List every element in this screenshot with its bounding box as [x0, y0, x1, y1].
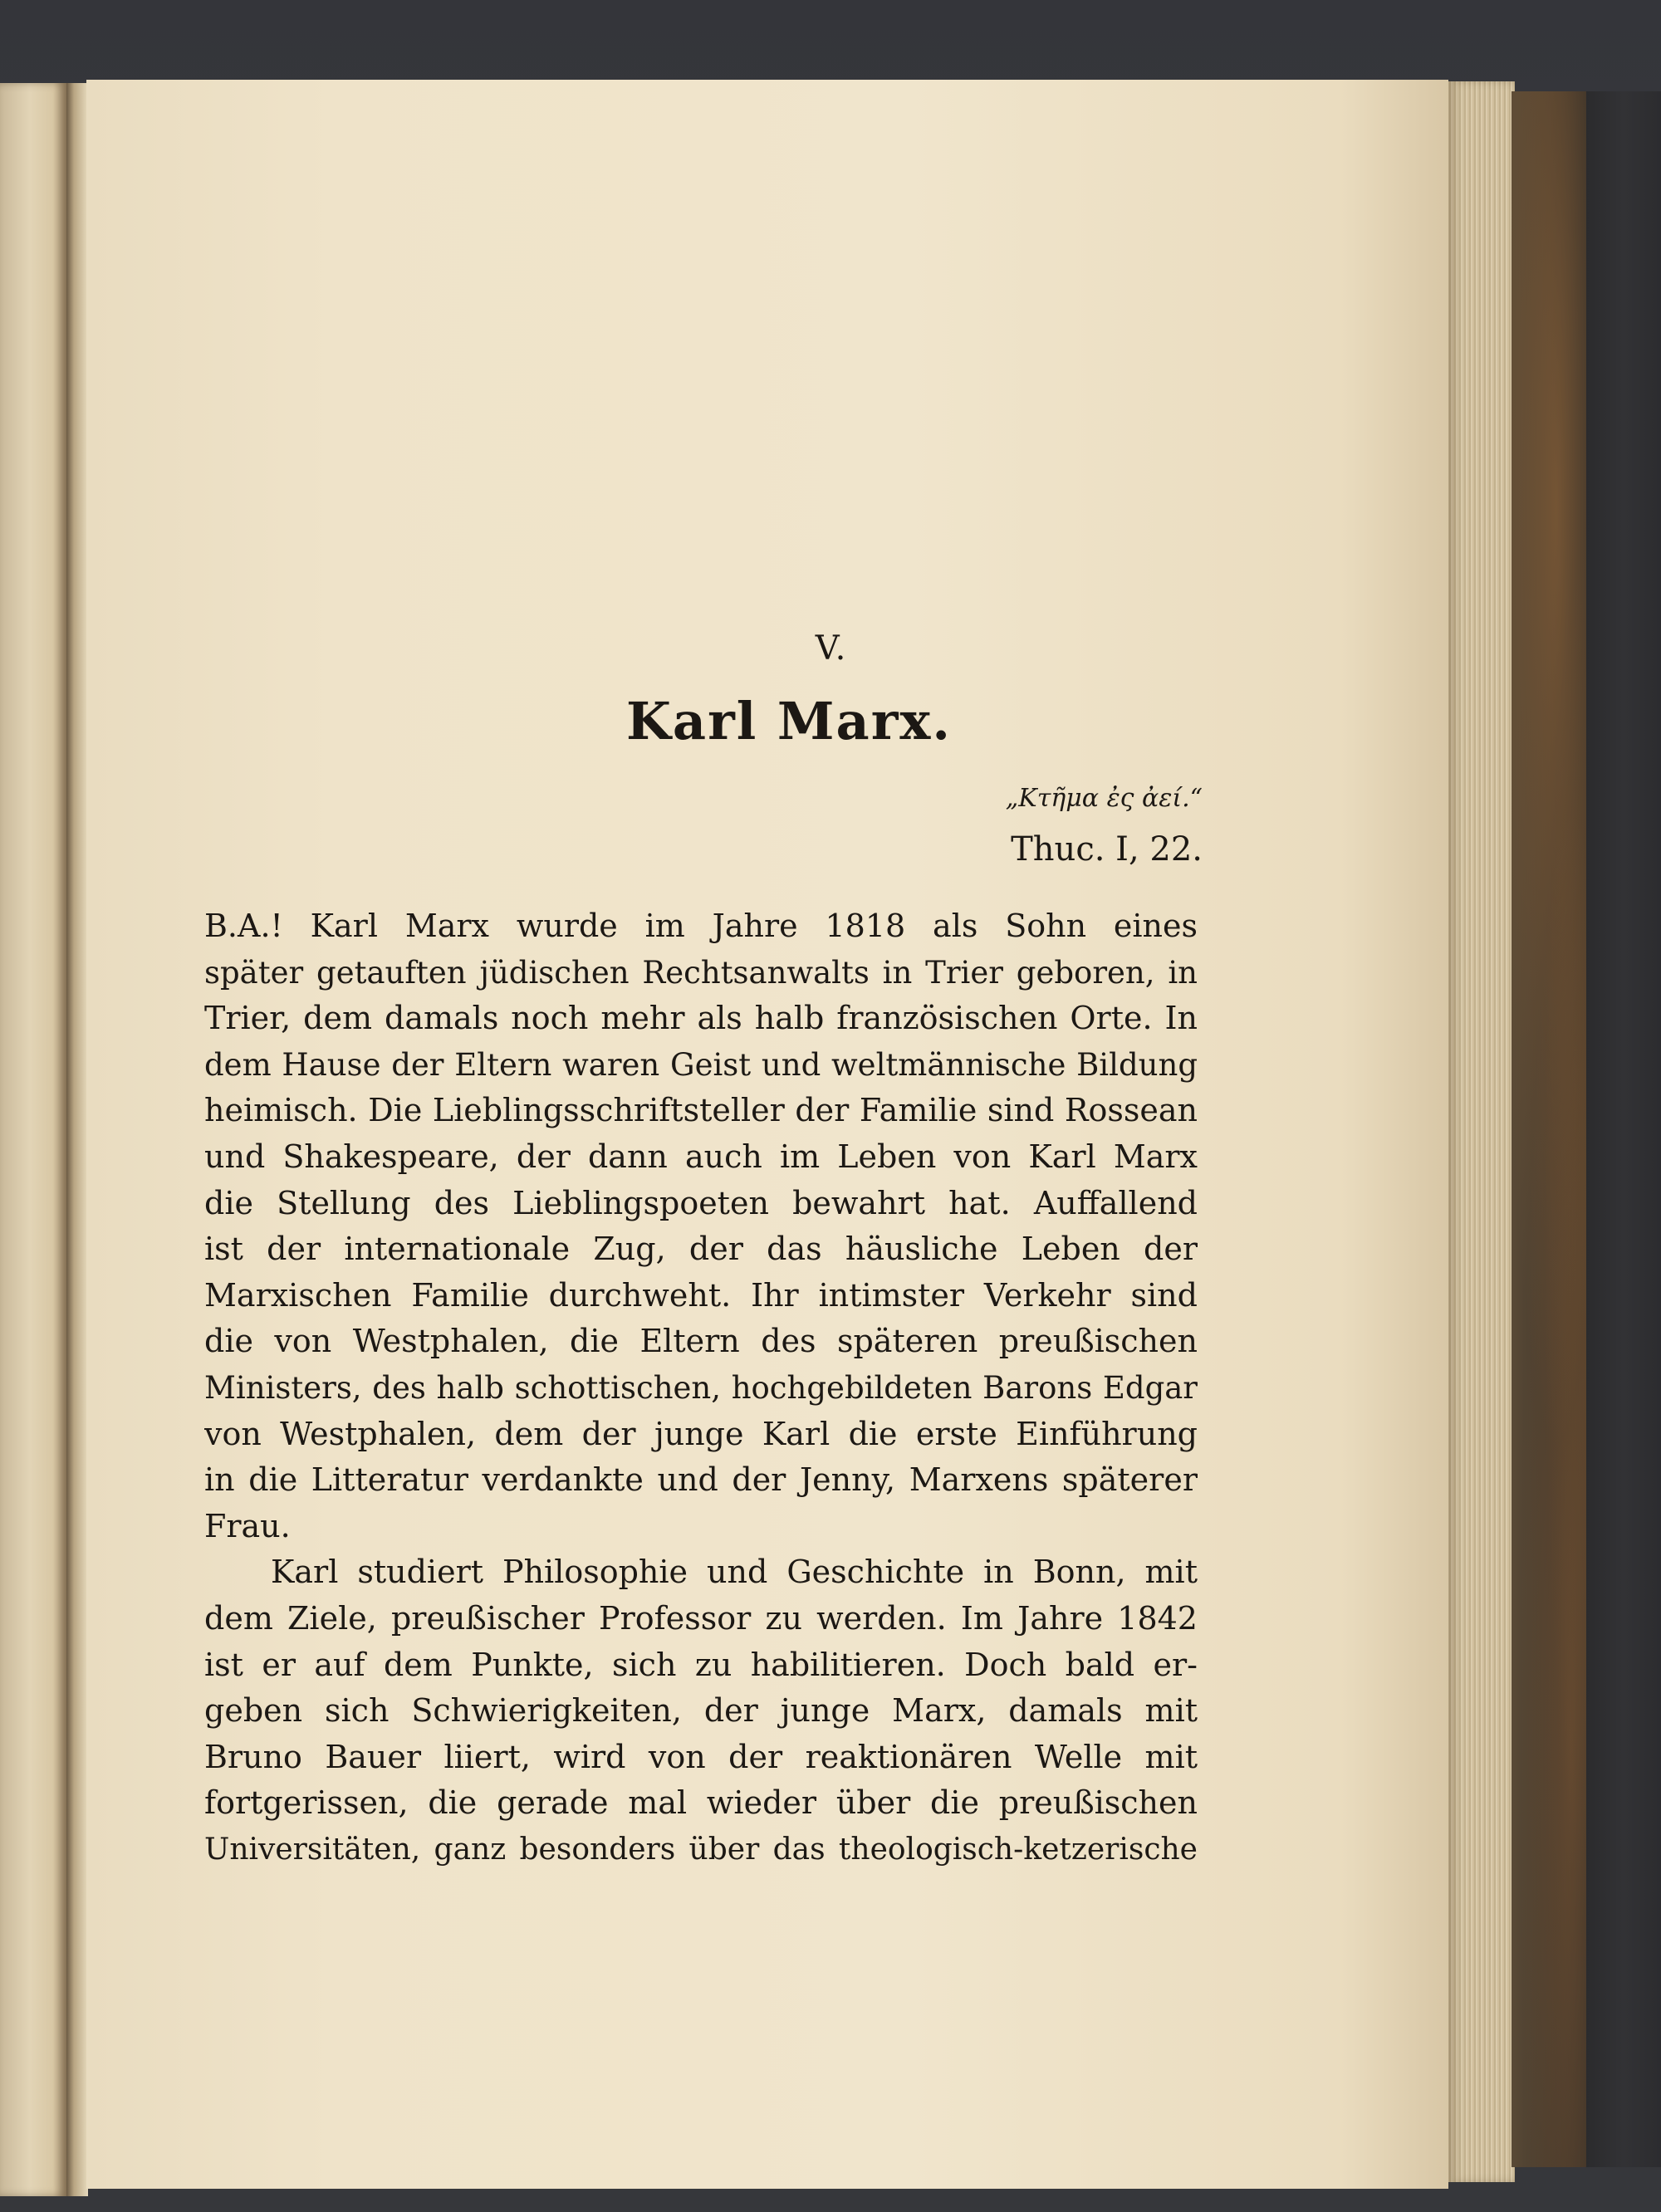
text-line: dem Hause der Eltern waren Geist und weltmännische Bildung [204, 1046, 1198, 1083]
text-line: dem Ziele, preußischer Professor zu werden. Im Jahre 1842 [204, 1599, 1198, 1637]
text-line: B.A.! Karl Marx wurde im Jahre 1818 als Sohn eines [204, 908, 1198, 944]
text-line: Karl studiert Philosophie und Geschichte in Bonn, mit [271, 1554, 1198, 1591]
text-line: Trier, dem damals noch mehr als halb französischen Orte. In [204, 1000, 1198, 1037]
text-line: ist er auf dem Punkte, sich zu habilitieren. Doch bald er- [204, 1646, 1198, 1683]
text-line: Bruno Bauer liiert, wird von der reaktionären Welle mit [204, 1738, 1198, 1775]
left-page-edge [0, 83, 66, 2196]
chapter-title: Karl Marx. [626, 691, 952, 751]
text-line: geben sich Schwierigkeiten, der junge Marx, damals mit [204, 1692, 1198, 1730]
body-text [204, 903, 1198, 1872]
text-line: heimisch. Die Lieblingsschriftsteller der Familie sind Rossean [204, 1092, 1198, 1129]
text-line: Marxischen Familie durchweht. Ihr intimster Verkehr sind [204, 1276, 1198, 1314]
text-line: und Shakespeare, der dann auch im Leben von Karl Marx [204, 1138, 1198, 1175]
text-line: Universitäten, ganz besonders über das theologisch-ketzerische [204, 1832, 1198, 1867]
text-line: Ministers, des halb schottischen, hochgebildeten Barons Edgar [204, 1369, 1198, 1406]
text-line: ist der internationale Zug, der das häusliche Leben der [204, 1231, 1198, 1268]
text-line: fortgerissen, die gerade mal wieder über die preußischen [204, 1784, 1198, 1822]
cover-edge [1586, 91, 1661, 2167]
page-edges [1448, 81, 1515, 2182]
chapter-number: V. [815, 629, 848, 668]
book-gutter [66, 83, 88, 2196]
text-line: von Westphalen, dem der junge Karl die erste Einführung [204, 1415, 1198, 1452]
epigraph-source: Thuc. I, 22. [1011, 830, 1203, 869]
text-line: die Stellung des Lieblingspoeten bewahrt hat. Auffallend [204, 1184, 1198, 1221]
text-line: Frau. [204, 1507, 291, 1544]
text-line: später getauften jüdischen Rechtsanwalts in Trier geboren, in [204, 954, 1198, 991]
text-line: in die Litteratur verdankte und der Jenny, Marxens späterer [204, 1461, 1198, 1499]
epigraph: „Κτῆμα ἐς ἀεί.“ [1005, 784, 1203, 813]
text-line: die von Westphalen, die Eltern des späteren preußischen [204, 1323, 1198, 1360]
